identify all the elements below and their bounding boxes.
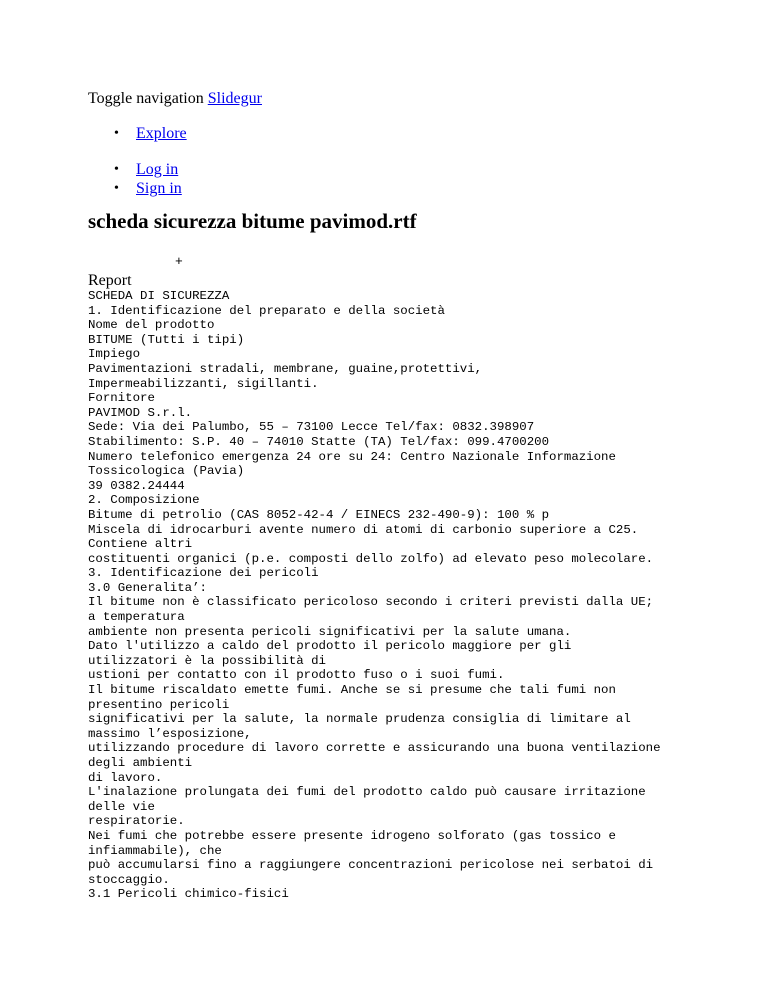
- document-title: scheda sicurezza bitume pavimod.rtf: [88, 209, 417, 233]
- explore-menu: [88, 124, 187, 143]
- document-text-line: infiammabile), che: [88, 843, 222, 858]
- document-text-line: di lavoro.: [88, 770, 163, 785]
- document-text-line: Impiego: [88, 347, 141, 362]
- document-text-line: delle vie: [88, 799, 155, 814]
- document-text-line: Contiene altri: [88, 537, 193, 552]
- document-text-line: a temperatura: [88, 610, 185, 625]
- document-text-line: 1. Identificazione del preparato e della società: [88, 303, 445, 318]
- toggle-navigation-label[interactable]: Toggle navigation: [88, 90, 204, 107]
- bullet-icon: •: [114, 126, 119, 141]
- document-text-line: Il bitume non è classificato pericoloso secondo i criteri previsti dalla UE;: [88, 595, 654, 610]
- document-text-line: presentino pericoli: [88, 697, 230, 712]
- document-text-line: Impermeabilizzanti, sigillanti.: [88, 376, 319, 391]
- document-text-line: Nei fumi che potrebbe essere presente idrogeno solforato (gas tossico e: [88, 828, 616, 843]
- document-text-line: Sede: Via dei Palumbo, 55 – 73100 Lecce Tel/fax: 0832.398907: [88, 420, 535, 435]
- document-text-line: 3.0 Generalita’:: [88, 580, 207, 595]
- bullet-icon: •: [114, 162, 119, 177]
- menu-item-login: [88, 160, 182, 179]
- document-text-line: 39 0382.24444: [88, 478, 185, 493]
- report-button[interactable]: Report: [88, 272, 132, 289]
- document-text-line: 2. Composizione: [88, 493, 200, 508]
- document-text-line: utilizzatori è la possibilità di: [88, 653, 326, 668]
- document-text-line: utilizzando procedure di lavoro corrette e assicurando una buona ventilazione: [88, 741, 661, 756]
- signin-link[interactable]: Sign in: [136, 180, 182, 197]
- document-text-line: ambiente non presenta pericoli significativi per la salute umana.: [88, 624, 572, 639]
- top-navigation-bar: [88, 88, 262, 110]
- document-text-line: Dato l'utilizzo a caldo del prodotto il pericolo maggiore per gli: [88, 639, 572, 654]
- menu-item-explore: [88, 124, 187, 143]
- document-text-line: può accumularsi fino a raggiungere concentrazioni pericolose nei serbatoi di: [88, 858, 654, 873]
- brand-link[interactable]: Slidegur: [207, 90, 262, 107]
- document-text-line: Miscela di idrocarburi avente numero di atomi di carbonio superiore a C25.: [88, 522, 639, 537]
- document-text-line: L'inalazione prolungata dei fumi del prodotto caldo può causare irritazione: [88, 785, 646, 800]
- document-text-line: respiratorie.: [88, 814, 185, 829]
- document-text-line: 3.1 Pericoli chimico-fisici: [88, 887, 289, 902]
- document-text-line: Pavimentazioni stradali, membrane, guaine,protettivi,: [88, 361, 483, 376]
- document-text-line: Numero telefonico emergenza 24 ore su 24: Centro Nazionale Informazione: [88, 449, 616, 464]
- document-text-line: massimo l’esposizione,: [88, 726, 252, 741]
- document-text-line: SCHEDA DI SICUREZZA: [88, 289, 230, 303]
- document-text-line: Bitume di petrolio (CAS 8052-42-4 / EINECS 232-490-9): 100 % p: [88, 507, 550, 522]
- document-text: [88, 289, 758, 902]
- document-text-line: stoccaggio.: [88, 872, 170, 887]
- document-text-line: BITUME (Tutti i tipi): [88, 332, 245, 347]
- document-text-line: costituenti organici (p.e. composti dello zolfo) ad elevato peso molecolare.: [88, 551, 654, 566]
- bullet-icon: •: [114, 181, 119, 196]
- document-text-line: degli ambienti: [88, 756, 193, 770]
- document-text-line: significativi per la salute, la normale prudenza consiglia di limitare al: [88, 712, 631, 727]
- explore-link[interactable]: Explore: [136, 125, 187, 142]
- document-text-line: Stabilimento: S.P. 40 – 74010 Statte (TA) Tel/fax: 099.4700200: [88, 434, 550, 449]
- menu-item-signin: [88, 179, 182, 198]
- document-text-line: Nome del prodotto: [88, 318, 215, 333]
- document-text-line: Tossicologica (Pavia): [88, 464, 245, 479]
- login-link[interactable]: Log in: [136, 161, 179, 178]
- document-text-line: Il bitume riscaldato emette fumi. Anche se si presume che tali fumi non: [88, 683, 616, 698]
- document-text-line: PAVIMOD S.r.l.: [88, 405, 193, 420]
- document-text-line: 3. Identificazione dei pericoli: [88, 566, 319, 581]
- add-plus-button[interactable]: +: [175, 254, 183, 269]
- document-text-line: ustioni per contatto con il prodotto fuso o i suoi fumi.: [88, 668, 505, 683]
- account-menu: [88, 160, 182, 198]
- document-text-line: Fornitore: [88, 391, 155, 406]
